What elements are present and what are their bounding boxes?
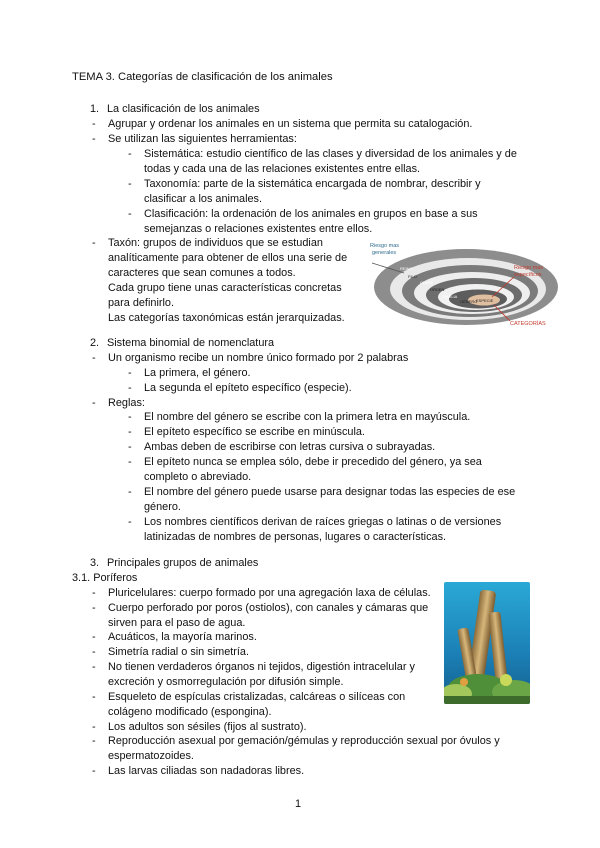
bullet-dash: - [92, 118, 96, 130]
bullet-text: Esqueleto de espículas cristalizadas, calcáreas o silíceas con [108, 691, 406, 703]
bullet-dash: - [92, 661, 96, 673]
sub-bullet-dash: - [128, 208, 132, 220]
section-number: 2. [90, 337, 100, 349]
taxonomy-diagram [364, 237, 560, 327]
bullet-text: Agrupar y ordenar los animales en un sistema que permita su catalogación. [108, 118, 473, 130]
sub-bullet-text: La primera, el género. [144, 367, 251, 379]
ring-label: REINO [400, 266, 413, 271]
bullet-dash: - [92, 133, 96, 145]
bullet-text: Se utilizan las siguientes herramientas: [108, 133, 297, 145]
sub-bullet-text: El epíteto nunca se emplea sólo, debe ir precedido del género, ya sea [144, 456, 482, 468]
bullet-text: Las larvas ciliadas son nadadoras libres. [108, 765, 305, 777]
sub-bullet-text: El epíteto específico se escribe en minúscula. [144, 426, 365, 438]
sub-bullet-text: género. [144, 501, 181, 513]
sponge-photo [444, 582, 530, 704]
section-number: 1. [90, 103, 100, 115]
ring-label: ORDEN [430, 287, 445, 292]
bullet-dash: - [92, 397, 96, 409]
bullet-text: excreción y osmorregulación por difusión simple. [108, 676, 344, 688]
sub-bullet-text: Sistemática: estudio científico de las clases y diversidad de los animales y de [144, 148, 517, 160]
section-heading: Principales grupos de animales [107, 557, 259, 569]
sub-bullet-text: latinizadas de nombres de personas, lugares o características. [144, 531, 447, 543]
sub-bullet-text: clasificar a los animales. [144, 193, 263, 205]
sub-bullet-text: Ambas deben de escribirse con letras cursiva o subrayadas. [144, 441, 436, 453]
bullet-text: analíticamente para obtener de ellos una serie de [108, 252, 348, 264]
sub-bullet-text: completo o abreviado. [144, 471, 252, 483]
section-heading: Sistema binomial de nomenclatura [107, 337, 275, 349]
sub-bullet-text: El nombre del género puede usarse para designar todas las especies de ese [144, 486, 516, 498]
bullet-text: caracteres que sean comunes a todos. [108, 267, 296, 279]
bullet-dash: - [92, 602, 96, 614]
sub-bullet-text: Taxonomía: parte de la sistemática encargada de nombrar, describir y [144, 178, 481, 190]
sub-bullet-dash: - [128, 411, 132, 423]
ring-label: ESPECIE [476, 298, 494, 303]
sub-bullet-text: todas y cada una de las relaciones existentes entre ellas. [144, 163, 421, 175]
bullet-text: Reproducción asexual por gemación/gémulas y reproducción sexual por óvulos y [108, 735, 500, 747]
bullet-dash: - [92, 237, 96, 249]
diagram-label-right2: específicos [514, 272, 542, 278]
bullet-dash: - [92, 691, 96, 703]
ring-label: CLASE [420, 280, 434, 285]
bullet-text: colágeno modificado (espongina). [108, 706, 272, 718]
sub-bullet-dash: - [128, 426, 132, 438]
sub-bullet-dash: - [128, 516, 132, 528]
sub-bullet-text: El nombre del género se escribe con la primera letra en mayúscula. [144, 411, 471, 423]
bullet-text: No tienen verdaderos órganos ni tejidos, digestión intracelular y [108, 661, 415, 673]
bullet-dash: - [92, 352, 96, 364]
section-number: 3. [90, 557, 100, 569]
bullet-dash: - [92, 587, 96, 599]
sub-bullet-text: Clasificación: la ordenación de los animales en grupos en base a sus [144, 208, 478, 220]
bullet-dash: - [92, 631, 96, 643]
bullet-text: Un organismo recibe un nombre único formado por 2 palabras [108, 352, 409, 364]
bullet-text: Reglas: [108, 397, 145, 409]
sub-bullet-dash: - [128, 178, 132, 190]
bullet-dash: - [92, 735, 96, 747]
bullet-dash: - [92, 721, 96, 733]
page-number: 1 [295, 798, 302, 810]
diagram-label-bottom: CATEGORÍAS [510, 321, 546, 327]
sub-bullet-dash: - [128, 367, 132, 379]
sub-bullet-dash: - [128, 441, 132, 453]
diagram-label-top2: generales [372, 250, 397, 256]
bullet-text: Los adultos son sésiles (fijos al sustrato). [108, 721, 307, 733]
bullet-text: Taxón: grupos de individuos que se estudian [108, 237, 323, 249]
sub-bullet-dash: - [128, 456, 132, 468]
ring-label: FILO [408, 274, 417, 279]
bullet-text: Acuáticos, la mayoría marinos. [108, 631, 257, 643]
sub-bullet-text: La segunda el epíteto específico (especie). [144, 382, 352, 394]
sub-bullet-dash: - [128, 382, 132, 394]
bullet-text: Cuerpo perforado por poros (ostiolos), con canales y cámaras que [108, 602, 429, 614]
sub-bullet-text: Los nombres científicos derivan de raíces griegas o latinas o de versiones [144, 516, 502, 528]
bullet-text: Las categorías taxonómicas están jerarquizadas. [108, 312, 345, 324]
page-title: TEMA 3. Categorías de clasificación de los animales [72, 71, 333, 83]
sub-bullet-dash: - [128, 148, 132, 160]
sub-bullet-text: semejanzas o relaciones existentes entre ellos. [144, 223, 373, 235]
ring-label: GÉNERO [460, 299, 478, 304]
diagram-label-top: Riesgo mas [370, 243, 400, 249]
bullet-text: espermatozoides. [108, 750, 194, 762]
bullet-dash: - [92, 646, 96, 658]
section-heading: La clasificación de los animales [107, 103, 260, 115]
sub-bullet-dash: - [128, 486, 132, 498]
bullet-text: Simetría radial o sin simetría. [108, 646, 250, 658]
bullet-text: sirven para el paso de agua. [108, 617, 246, 629]
bullet-dash: - [92, 765, 96, 777]
bullet-text: Pluricelulares: cuerpo formado por una agregación laxa de células. [108, 587, 431, 599]
bullet-text: para definirlo. [108, 297, 174, 309]
diagram-label-right: Riesgo mas [514, 265, 544, 271]
bullet-text: Cada grupo tiene unas características concretas [108, 282, 342, 294]
ring-label: FAMILIA [442, 294, 458, 299]
subsection-heading: 3.1. Poríferos [72, 572, 138, 584]
